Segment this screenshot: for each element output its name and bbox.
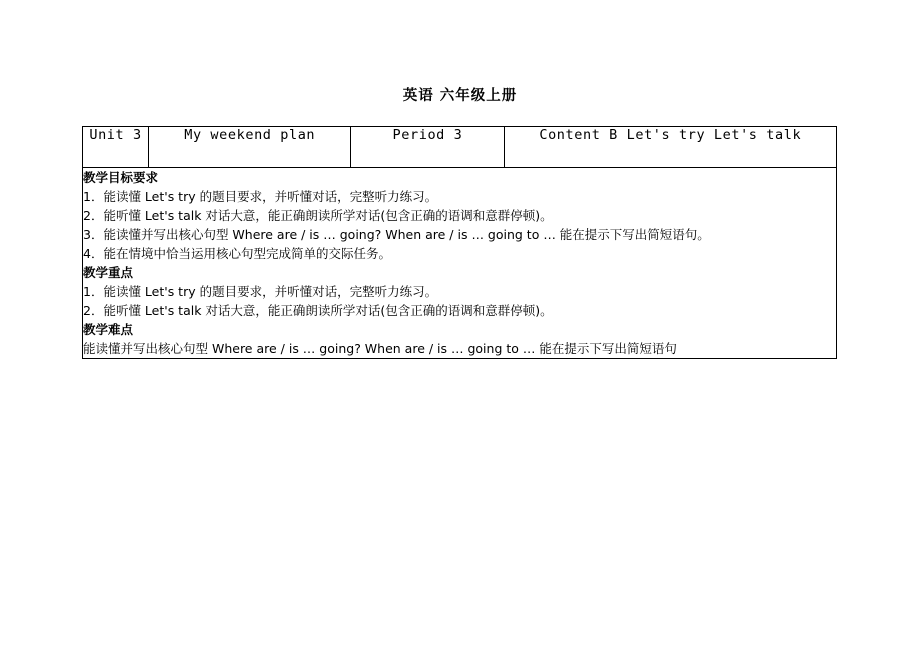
lesson-plan-table xyxy=(82,126,837,359)
objective-line: 4．能在情境中恰当运用核心句型完成简单的交际任务。 xyxy=(83,246,391,261)
table-header-row xyxy=(83,127,837,168)
section-heading-key-points: 教学重点 xyxy=(83,265,134,280)
key-point-line: 1．能读懂 Let's try 的题目要求，并听懂对话，完整听力练习。 xyxy=(83,284,438,299)
key-point-line: 2．能听懂 Let's talk 对话大意，能正确朗读所学对话(包含正确的语调和意群停顿)。 xyxy=(83,303,553,318)
cell-topic: My weekend plan xyxy=(149,127,351,168)
section-heading-objectives: 教学目标要求 xyxy=(83,170,159,185)
lesson-details-cell xyxy=(83,168,837,359)
objective-line: 1．能读懂 Let's try 的题目要求，并听懂对话，完整听力练习。 xyxy=(83,189,438,204)
difficulty-line: 能读懂并写出核心句型 Where are / is … going? When are / is … going to … 能在提示下写出简短语句 xyxy=(83,341,677,356)
section-heading-difficulties: 教学难点 xyxy=(83,322,134,337)
table-body-row xyxy=(83,168,837,359)
objective-line: 2．能听懂 Let's talk 对话大意，能正确朗读所学对话(包含正确的语调和意群停顿)。 xyxy=(83,208,553,223)
objective-line: 3．能读懂并写出核心句型 Where are / is … going? When are / is … going to … 能在提示下写出简短语句。 xyxy=(83,227,710,242)
page-title: 英语 六年级上册 xyxy=(402,88,518,104)
cell-content: Content B Let's try Let's talk xyxy=(504,127,836,168)
cell-period: Period 3 xyxy=(351,127,504,168)
cell-unit: Unit 3 xyxy=(83,127,149,168)
